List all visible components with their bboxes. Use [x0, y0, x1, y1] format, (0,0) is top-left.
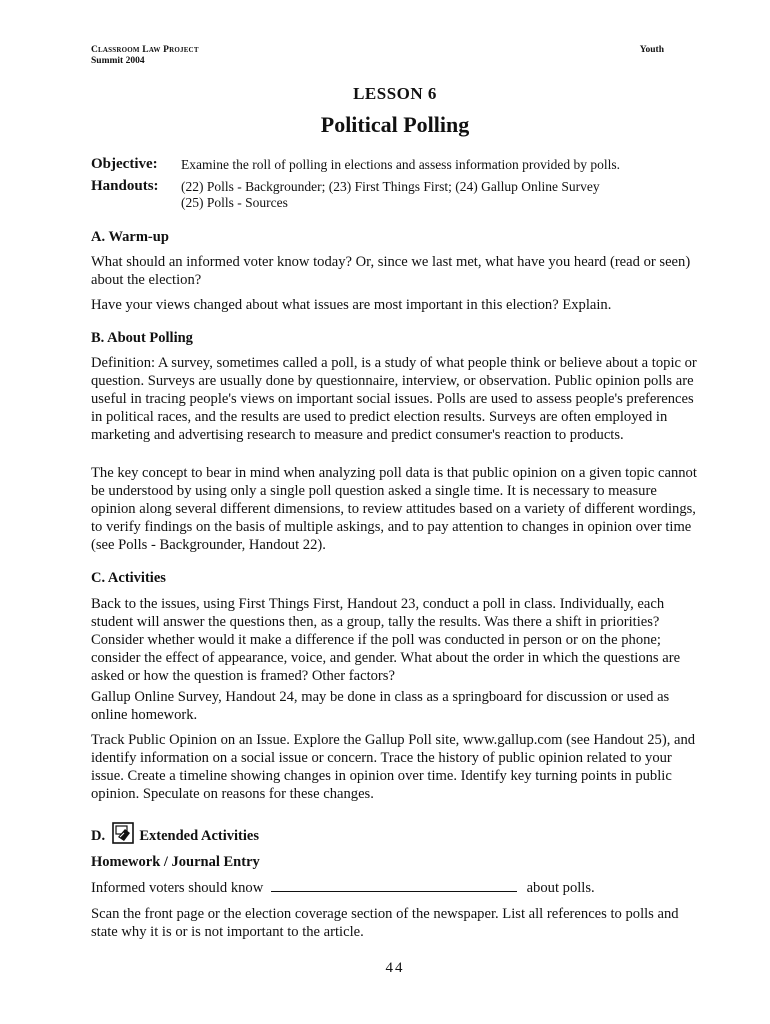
- handouts-line-2: (25) Polls - Sources: [181, 195, 288, 210]
- section-d-paragraph-2: Scan the front page or the election coverage section of the newspaper. List all references to polls and state why it is or is not important to the article.: [91, 906, 679, 940]
- section-c-paragraph-1: Back to the issues, using First Things First, Handout 23, conduct a poll in class. Individually, each student will answer the questions then, as a group, tally the results. Was there a shift in priorities? Consider whether would it make a difference if the poll was conducted in person or on the phone; consider the effect of appearance, voice, and gender. What about the order in which the questions are asked or how the question is framed? Other factors?: [91, 596, 681, 684]
- section-a-paragraph-2: Have your views changed about what issues are most important in this election? Explain.: [91, 297, 612, 313]
- section-b-paragraph-1: Definition: A survey, sometimes called a poll, is a study of what people think or believe about a topic or question. Surveys are usually done by questionnaire, interview, or observation. Public opinion polls are useful in tracing people's views on important social issues. Polls are used to assess people's preferences in political races, and the results are used to predict election results. Surveys are often employed in marketing and advertising research to measure and predict consumer's reaction to products.: [91, 355, 697, 443]
- informed-voters-prompt: [91, 879, 703, 897]
- section-c-paragraph-3: Track Public Opinion on an Issue. Explore the Gallup Poll site, www.gallup.com (see Handout 25), and identify information on a social issue or concern. Trace the history of public opinion related to your issue. Create a timeline showing changes in opinion over time. Identify key turning points in public opinion. Speculate on reasons for these changes.: [91, 732, 696, 802]
- objective-label: Objective:: [91, 156, 158, 172]
- section-c-paragraph-2: Gallup Online Survey, Handout 24, may be done in class as a springboard for discussion or used as online homework.: [91, 689, 670, 723]
- section-d-letter: D.: [91, 828, 106, 844]
- section-d-title: Extended Activities: [139, 828, 259, 844]
- header-org: Classroom Law Project: [91, 45, 199, 55]
- fill-in-blank[interactable]: [271, 879, 517, 892]
- header-event: Summit 2004: [91, 56, 145, 66]
- lesson-label: LESSON 6: [353, 84, 437, 103]
- header-left: [91, 45, 199, 67]
- homework-subheading: Homework / Journal Entry: [91, 854, 260, 870]
- computer-hand-icon: [112, 822, 134, 844]
- handouts-line-1: (22) Polls - Backgrounder; (23) First Things First; (24) Gallup Online Survey: [181, 179, 600, 194]
- page-title: Political Polling: [320, 112, 470, 137]
- handouts-label: Handouts:: [91, 178, 159, 194]
- section-b-paragraph-2: The key concept to bear in mind when analyzing poll data is that public opinion on a given topic cannot be understood by using only a single poll question asked a single time. It is necessary to measure opinion along several different dimensions, to review attitudes based on a variety of different wordings, to verify findings on the basis of multiple askings, and to pay attention to changes in opinion over time (see Polls - Backgrounder, Handout 22).: [91, 465, 697, 553]
- page-number: 44: [385, 960, 405, 976]
- section-a-heading: A. Warm-up: [91, 229, 169, 245]
- prompt-before: Informed voters should know: [91, 880, 264, 896]
- section-b-heading: B. About Polling: [91, 330, 193, 346]
- section-c-heading: C. Activities: [91, 570, 166, 586]
- header-audience: Youth: [639, 45, 664, 55]
- section-a-paragraph-1: What should an informed voter know today? Or, since we last met, what have you heard (read or seen) about the election?: [91, 254, 691, 288]
- objective-text: Examine the roll of polling in elections and assess information provided by polls.: [181, 157, 621, 172]
- section-d-heading: [91, 822, 259, 845]
- prompt-after: about polls.: [526, 880, 595, 896]
